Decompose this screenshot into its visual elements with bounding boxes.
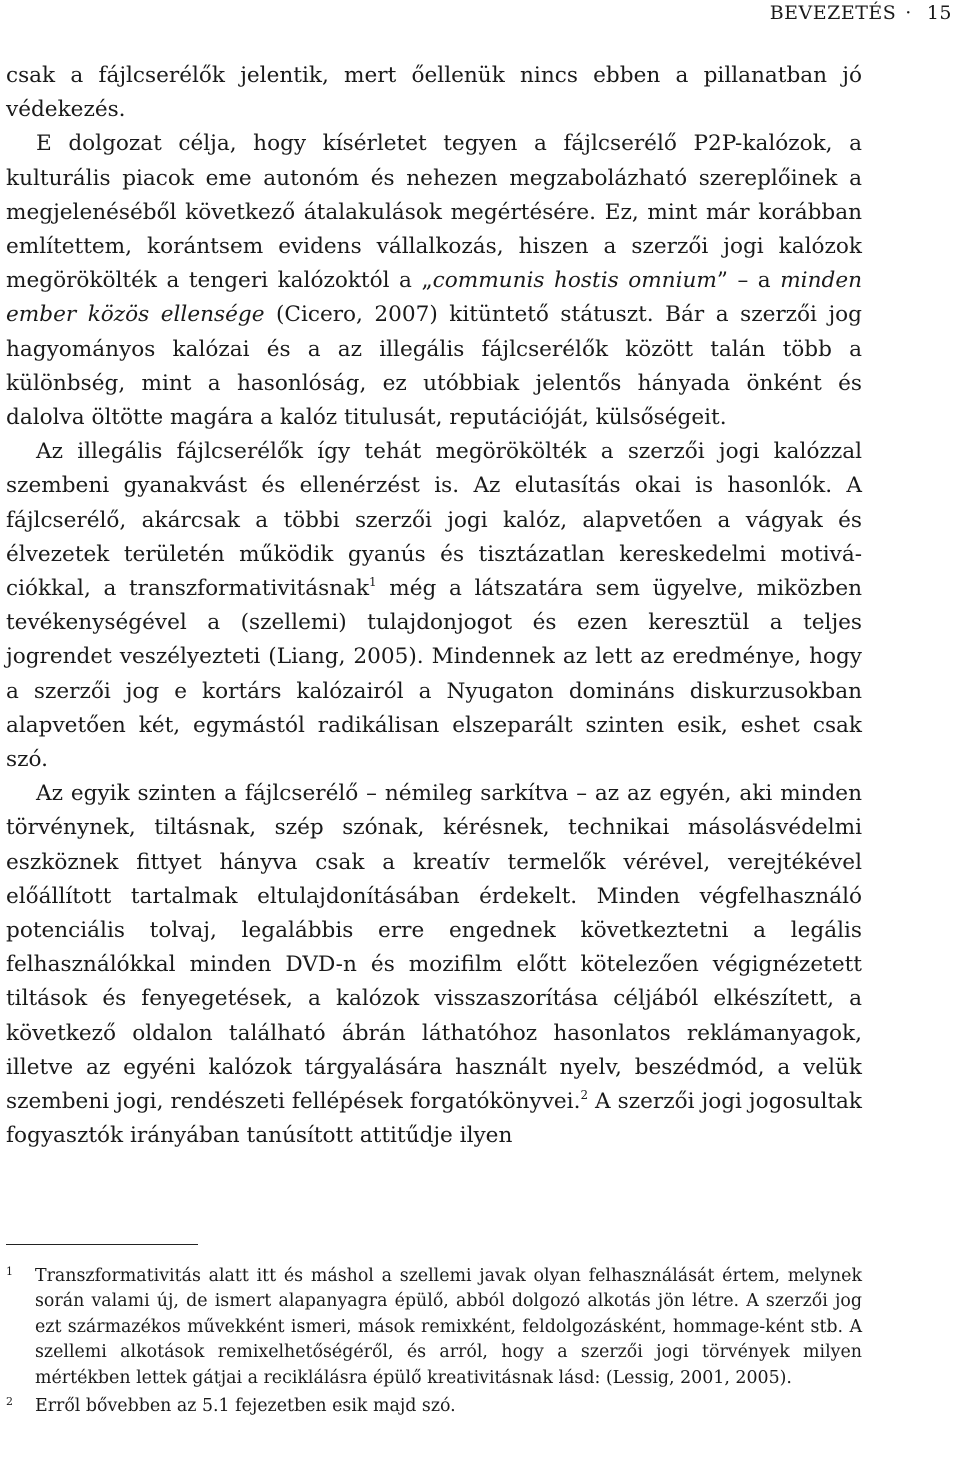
footnote-2 [6, 1394, 862, 1419]
paragraph-4-part-a: Az egyik szinten a fájlcserélő – némileg sarkítva – az az egyén, aki minden törvénynek, tiltásnak, szép szónak, kérésnek, technikai másolásvédelmi eszköznek fittyet hányva csak a kreatív termelők vérével, verejtékével előállított tartalmak eltulajdonításában érdekelt. Minden végfelhasználó potenciális tolvaj, legalábbis erre engednek következtetni a legális felhasználókkal minden DVD-n és mozifilm előtt kötelezően végignézetett tiltások és fenyegetések, a kalózok visszaszorítása céljából elkészített, a következő oldalon található ábrán láthatóhoz hasonlatos reklámanyagok, illetve az egyéni kalózok tárgyalására használt nyelv, beszédmód, a velük szembeni jogi, rendészeti fellépések forgatókönyvei. [6, 781, 862, 1115]
footnote-mark-2: 2 [6, 1395, 13, 1409]
paragraph-2 [6, 127, 862, 435]
body-text [6, 59, 862, 1154]
running-head-section: BEVEZETÉS [769, 2, 897, 24]
footnotes [6, 1264, 862, 1419]
paragraph-2-part-b: ” – a [716, 268, 781, 294]
footnote-divider [6, 1244, 198, 1245]
footnote-mark-1: 1 [6, 1265, 13, 1278]
paragraph-4 [6, 777, 862, 1153]
paragraph-4-part-b: A szerzői jogi jogosultak fogyasztók irányában tanúsított attitűdje ilyen [6, 1089, 862, 1149]
footnote-1 [6, 1264, 862, 1391]
footnote-text-2: Erről bővebben az 5.1 fejezetben esik majd szó. [35, 1396, 456, 1417]
running-head-separator: · [905, 2, 912, 24]
running-head [770, 0, 952, 30]
footnote-ref-1[interactable]: 1 [369, 575, 377, 590]
translated-phrase: minden ember közös ellensége [6, 268, 863, 328]
footnote-ref-2[interactable]: 2 [580, 1088, 589, 1103]
paragraph-3 [6, 435, 862, 777]
latin-phrase: communis hostis omnium [432, 268, 717, 294]
footnote-text-1: Transzformativitás alatt itt és máshol a szellemi javak olyan felhasználását értem, melynek során valami új, de ismert alapanyagra épülő, abból dolgozó alkotás jön létre. A szerzői jog ezt származékos művekként ismeri, mások remixként, feldolgozásként, hommage-ként stb. A szellemi alkotások remixelhetőségéről, és arról, hogy a szerzői jogi törvények milyen mértékben lettek gátjai a reciklálásra épülő kreativitásnak lásd: (Lessig, 2001, 2005). [35, 1266, 862, 1388]
paragraph-2-part-a: E dolgozat célja, hogy kísérletet tegyen a fájlcserélő P2P-kalózok, a kulturális piacok eme autonóm és nehezen megzabolázható szereplőinek a megjelenéséből következő átalakulások megértésére. Ez, mint már korábban említettem, korántsem evidens vállalkozás, hiszen a szerzői jogi kalózok megörökölték a tengeri kalózoktól a „ [6, 131, 862, 294]
paragraph-3-part-b: még a látszatára sem ügyelve, miközben tevékenységével a (szellemi) tulajdonjogot és ezen keresztül a teljes jogrendet veszélyezteti (Liang, 2005). Mindennek az lett az eredménye, hogy a szerzői jog e kortárs kalózairól a Nyugaton domináns diskurzusokban alapvetően két, egymástól radikálisan elszeparált szinten esik, eshet csak szó. [6, 576, 863, 773]
paragraph-3-part-a: Az illegális fájlcserélők így tehát megörökölték a szerzői jogi kalózzal szembeni gyanakvást és ellenérzést is. Az elutasítás okai is hasonlók. A fájlcserélő, akárcsak a többi szerzői jogi kalóz, alapvetően a vágyak és élvezetek területén működik gyanús és tisztázatlan kereskedelmi motivációkkal, a transzformativitásnak [6, 439, 862, 602]
paragraph-1: csak a fájlcserélők jelentik, mert őellenük nincs ebben a pillanatban jó védekezés. [6, 63, 862, 123]
page-number: 15 [926, 2, 952, 24]
paragraph-2-part-c: (Cicero, 2007) kitüntető státuszt. Bár a szerzői jog hagyományos kalózai és a az illegális fájlcserélők között talán több a különbség, mint a hasonlóság, ez utóbbiak jelentős hányada önként és dalolva öltötte magára a kalóz titulusát, reputációját, külsőségeit. [6, 302, 862, 431]
